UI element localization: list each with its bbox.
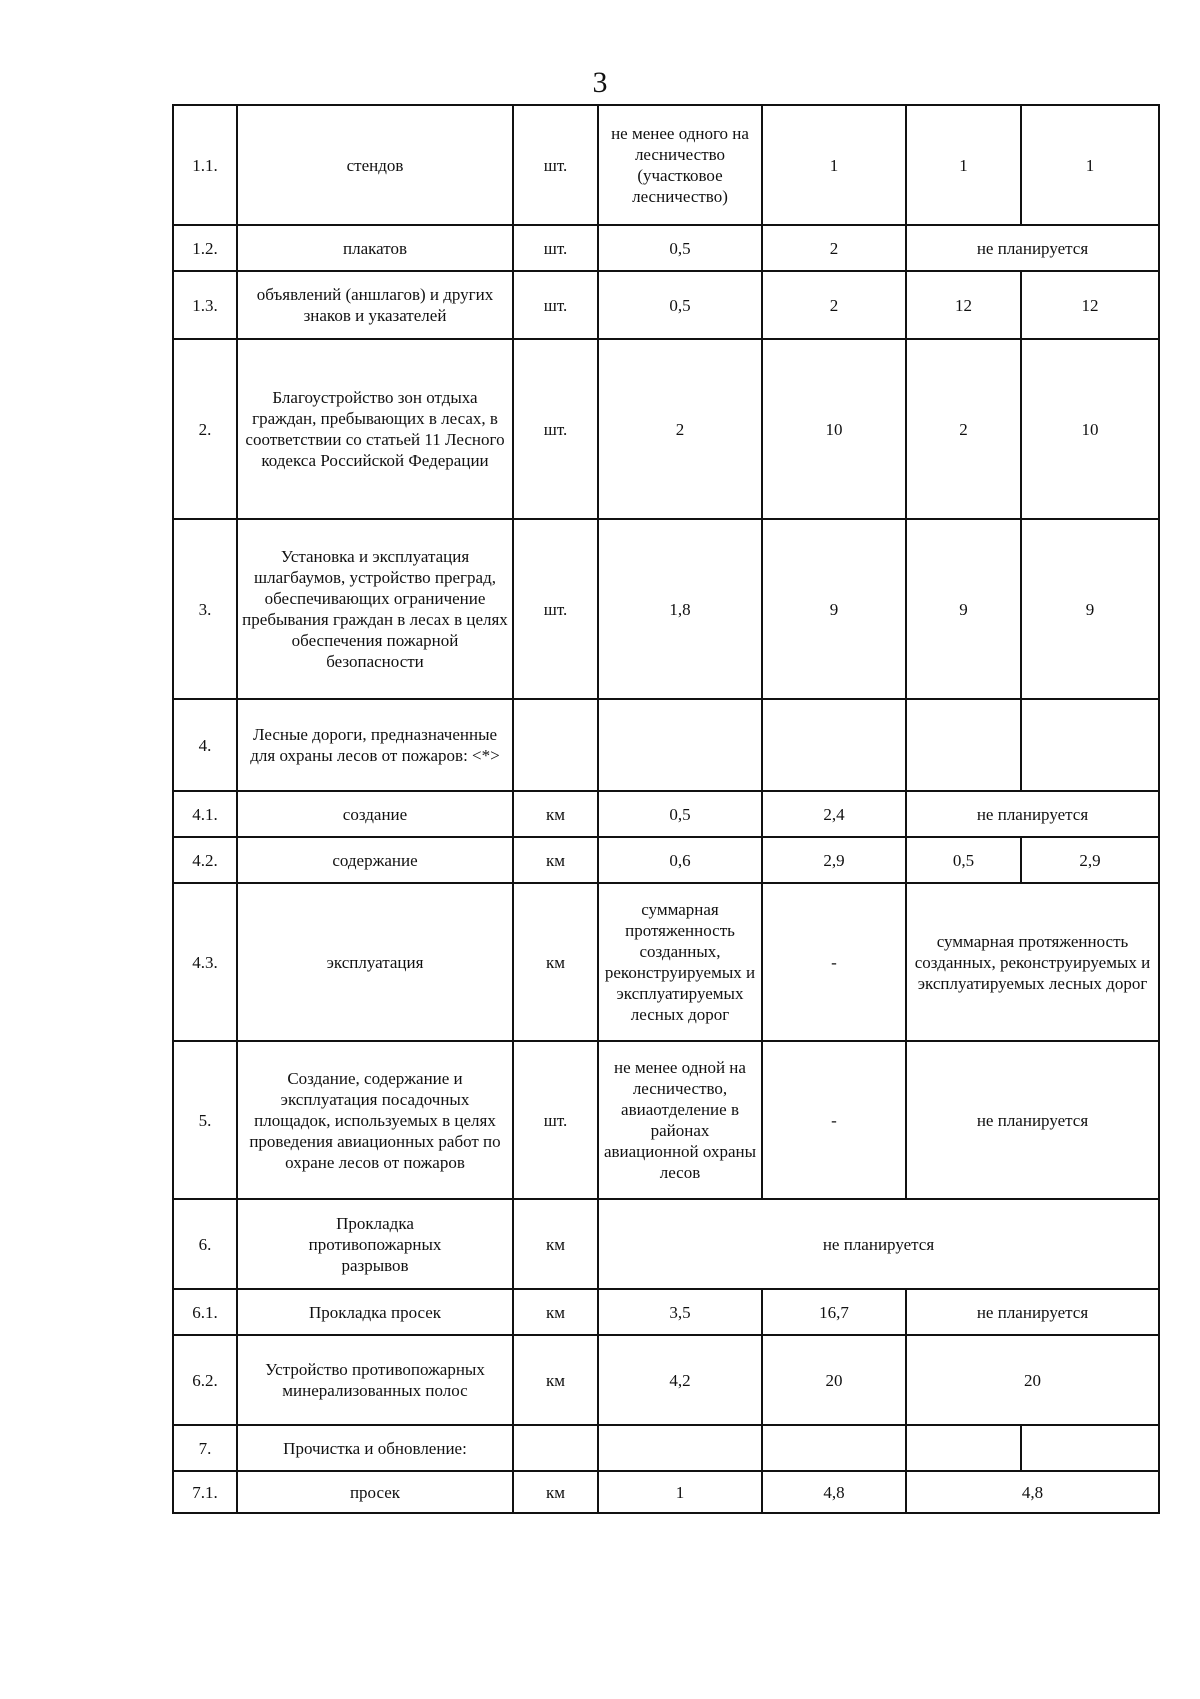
row-number: 4.1. — [173, 791, 237, 837]
unit-cell: км — [513, 1335, 598, 1425]
row-number: 1.3. — [173, 271, 237, 339]
plan-cell: не планируется — [906, 225, 1159, 271]
value-cell: 2 — [762, 271, 906, 339]
measure-name: Прокладка противопожарных разрывов — [237, 1199, 513, 1289]
table-row — [173, 1425, 1159, 1471]
measure-name: создание — [237, 791, 513, 837]
plan-cell: не планируется — [598, 1199, 1159, 1289]
table-row — [173, 225, 1159, 271]
fire-measures-table — [172, 104, 1160, 1514]
table-row — [173, 1471, 1159, 1513]
norm-cell: 0,5 — [598, 225, 762, 271]
value-cell: 2,9 — [1021, 837, 1159, 883]
row-number: 6.1. — [173, 1289, 237, 1335]
measure-name: содержание — [237, 837, 513, 883]
unit-cell — [513, 1425, 598, 1471]
row-number: 6. — [173, 1199, 237, 1289]
measure-name: просек — [237, 1471, 513, 1513]
table-row — [173, 699, 1159, 791]
plan-cell: 20 — [906, 1335, 1159, 1425]
value-cell: 0,5 — [906, 837, 1021, 883]
table-row — [173, 1335, 1159, 1425]
value-cell: 12 — [1021, 271, 1159, 339]
measure-name: стендов — [237, 105, 513, 225]
unit-cell: км — [513, 791, 598, 837]
value-cell — [762, 1425, 906, 1471]
plan-cell: не планируется — [906, 1041, 1159, 1199]
unit-cell: км — [513, 1289, 598, 1335]
row-number: 3. — [173, 519, 237, 699]
plan-cell: 4,8 — [906, 1471, 1159, 1513]
norm-cell: 1,8 — [598, 519, 762, 699]
measure-name: Устройство противопожарных минерализованных полос — [237, 1335, 513, 1425]
value-cell — [1021, 699, 1159, 791]
table-row — [173, 791, 1159, 837]
row-number: 7.1. — [173, 1471, 237, 1513]
page-number: 3 — [592, 66, 608, 99]
value-cell: 10 — [762, 339, 906, 519]
row-number: 4. — [173, 699, 237, 791]
plan-cell: не планируется — [906, 1289, 1159, 1335]
unit-cell: км — [513, 883, 598, 1041]
measure-name: Прокладка просек — [237, 1289, 513, 1335]
value-cell: 10 — [1021, 339, 1159, 519]
row-number: 1.2. — [173, 225, 237, 271]
norm-cell: не менее одного на лесничество (участковое лесничество) — [598, 105, 762, 225]
value-cell: 1 — [1021, 105, 1159, 225]
value-cell — [762, 699, 906, 791]
value-cell: - — [762, 883, 906, 1041]
table-row — [173, 883, 1159, 1041]
row-number: 1.1. — [173, 105, 237, 225]
table-row — [173, 105, 1159, 225]
value-cell: 9 — [906, 519, 1021, 699]
measure-name: Создание, содержание и эксплуатация посадочных площадок, используемых в целях проведения авиационных работ по охране лесов от пожаров — [237, 1041, 513, 1199]
norm-cell: 1 — [598, 1471, 762, 1513]
table-row — [173, 271, 1159, 339]
value-cell: 12 — [906, 271, 1021, 339]
row-number: 4.2. — [173, 837, 237, 883]
value-cell: 20 — [762, 1335, 906, 1425]
measure-name: эксплуатация — [237, 883, 513, 1041]
unit-cell: шт. — [513, 271, 598, 339]
row-number: 5. — [173, 1041, 237, 1199]
unit-cell: шт. — [513, 105, 598, 225]
value-cell: 9 — [1021, 519, 1159, 699]
value-cell — [906, 1425, 1021, 1471]
plan-cell: не планируется — [906, 791, 1159, 837]
norm-cell: 2 — [598, 339, 762, 519]
unit-cell — [513, 699, 598, 791]
value-cell: 2 — [762, 225, 906, 271]
norm-cell: 0,6 — [598, 837, 762, 883]
norm-cell — [598, 1425, 762, 1471]
measure-name: плакатов — [237, 225, 513, 271]
table-row — [173, 1199, 1159, 1289]
value-cell: 16,7 — [762, 1289, 906, 1335]
value-cell: 1 — [906, 105, 1021, 225]
unit-cell: шт. — [513, 225, 598, 271]
table-row — [173, 1289, 1159, 1335]
value-cell — [1021, 1425, 1159, 1471]
plan-cell: суммарная протяженность созданных, реконструируемых и эксплуатируемых лесных дорог — [906, 883, 1159, 1041]
norm-cell: не менее одной на лесничество, авиаотделение в районах авиационной охраны лесов — [598, 1041, 762, 1199]
table-row — [173, 1041, 1159, 1199]
table-row — [173, 837, 1159, 883]
value-cell: 9 — [762, 519, 906, 699]
unit-cell: км — [513, 1199, 598, 1289]
norm-cell: 4,2 — [598, 1335, 762, 1425]
norm-cell: 3,5 — [598, 1289, 762, 1335]
row-number: 4.3. — [173, 883, 237, 1041]
row-number: 7. — [173, 1425, 237, 1471]
unit-cell: шт. — [513, 519, 598, 699]
value-cell: 2,9 — [762, 837, 906, 883]
row-number: 2. — [173, 339, 237, 519]
table-row — [173, 519, 1159, 699]
value-cell: - — [762, 1041, 906, 1199]
norm-cell: 0,5 — [598, 791, 762, 837]
unit-cell: км — [513, 1471, 598, 1513]
value-cell — [906, 699, 1021, 791]
norm-cell: суммарная протяженность созданных, реконструируемых и эксплуатируемых лесных дорог — [598, 883, 762, 1041]
norm-cell: 0,5 — [598, 271, 762, 339]
norm-cell — [598, 699, 762, 791]
value-cell: 2 — [906, 339, 1021, 519]
unit-cell: шт. — [513, 1041, 598, 1199]
row-number: 6.2. — [173, 1335, 237, 1425]
value-cell: 2,4 — [762, 791, 906, 837]
value-cell: 1 — [762, 105, 906, 225]
measure-name: Прочистка и обновление: — [237, 1425, 513, 1471]
unit-cell: шт. — [513, 339, 598, 519]
table-row — [173, 339, 1159, 519]
measure-name: Благоустройство зон отдыха граждан, пребывающих в лесах, в соответствии со статьей 11 Лесного кодекса Российской Федерации — [237, 339, 513, 519]
value-cell: 4,8 — [762, 1471, 906, 1513]
measure-name: Лесные дороги, предназначенные для охраны лесов от пожаров: <*> — [237, 699, 513, 791]
measure-name: объявлений (аншлагов) и других знаков и указателей — [237, 271, 513, 339]
measure-name: Установка и эксплуатация шлагбаумов, устройство преград, обеспечивающих ограничение пребывания граждан в лесах в целях обеспечения пожарной безопасности — [237, 519, 513, 699]
unit-cell: км — [513, 837, 598, 883]
